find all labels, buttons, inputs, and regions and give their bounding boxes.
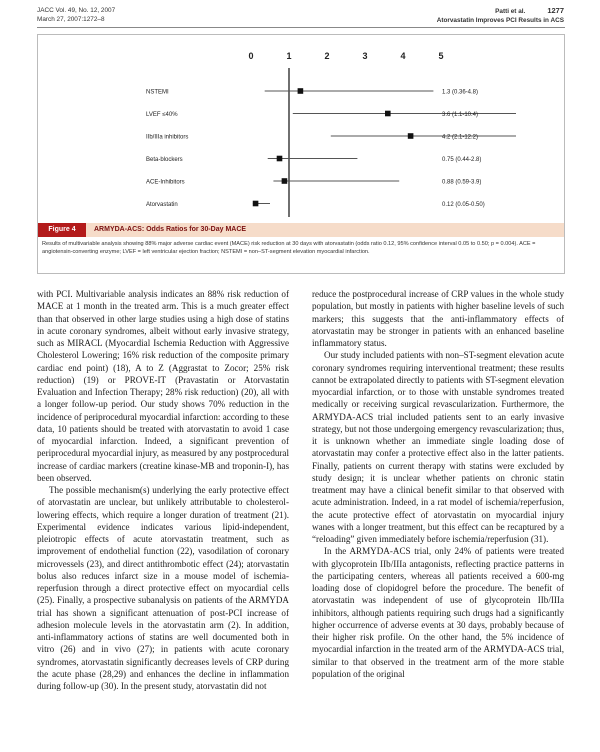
header-rule [37,27,565,28]
x-tick-label: 3 [362,51,368,61]
page-number: 1277 [547,6,564,15]
journal-date: March 27, 2007:1272–8 [37,16,105,23]
paragraph: Our study included patients with non–ST-segment elevation acute coronary syndromes requiring interventional treatment; these results cannot be extrapolated directly to patients with ST-segment elevation myocardial infarction, or to those with unstable syndromes treated medically or receiving surgical revascularization. Furthermore, the ARMYDA-ACS trial included patients sent to an early invasive strategy, but not those undergoing emergency revascularization; thus, it is unknown whether an immediate single loading dose of atorvastatin may confer a protective effect also in the latter patients. Finally, patients on current therapy with statins were excluded by study design; it is unclear whether patients on chronic statin treatment may have a clinical benefit similar to that observed with acute administration. Indeed, in a rat model of ischemia/reperfusion, the acute protective effect of atorvastatin on myocardial injury wanes with a longer treatment, but this effect can be recaptured by a “reloading” given immediately before ischemia/reperfusion (31). [312,350,564,544]
row-label: NSTEMI [146,89,169,96]
point-estimate [385,111,391,117]
row-label: ACE-Inhibitors [146,179,185,186]
body-column-left [37,288,289,692]
point-estimate [298,88,304,94]
point-estimate [253,201,259,207]
paragraph: In the ARMYDA-ACS trial, only 24% of patients were treated with glycoprotein IIb/IIIa antagonists, reflecting practice patterns in the participating centers, whereas all patients received a 600-mg loading dose of clopidogrel before the procedure. The benefit of atorvastatin was independent of use of glycoprotein IIb/IIIa inhibitors, although patients requiring such drugs had a significantly higher occurrence of adverse events at 30 days, probably because of their higher risk profile. On the other hand, the 5% incidence of myocardial infarction in the treated arm of the ARMYDA-ACS trial, similar to that observed in the treatment arm of the more stable population of the original [312,546,564,679]
row-value: 0.12 (0.05-0.50) [442,202,485,208]
x-tick-label: 2 [324,51,330,61]
x-tick-label: 4 [400,51,406,61]
journal-volume: JACC Vol. 49, No. 12, 2007 [37,7,116,14]
header-short-title: Atorvastatin Improves PCI Results in ACS [436,17,564,24]
paragraph: The possible mechanism(s) underlying the early protective effect of atorvastatin are unclear, but unlikely attributable to cholesterol-lowering effects, which require a longer duration of treatment (21). Experimental evidence indicates various lipid-independent, pleiotropic effects of acute atorvastatin treatment, such as improvement of endothelial function (22), vasodilation of coronary microvessels (23), and direct antithrombotic effect (24); atorvastatin bolus also reduces infarct size in a mouse model of ischemia-reperfusion through a direct protective effect on myocardial cells (25). Finally, a prospective subanalysis on patients of the ARMYDA trial has shown a significant attenuation of post-PCI increase of adhesion molecule levels in the atorvastatin arm (2). In addition, anti-inflammatory actions of statins are well documented both in vitro (26) and in vivo (27); in patients with acute coronary syndromes, atorvastatin significantly decreases levels of CRP during the acute phase (28,29) and enhances the decline in inflammation during follow-up (30). In the present study, atorvastatin did not [37,485,289,691]
paragraph: with PCI. Multivariable analysis indicates an 88% risk reduction of MACE at 1 month in the treated arm. This is a much greater effect than that observed in other large studies using a high dose of statins in acute coronary syndromes, albeit without early invasive strategy, such as MIRACL (Myocardial Ischemia Reduction with Aggressive Cholesterol Lowering; 16% risk reduction of the composite primary cardiac end point) (18), A to Z (Aggrastat to Zocor; 25% risk reduction) (19) or PROVE-IT (Pravastatin or Atorvastatin Evaluation and Infection Therapy; 28% risk reduction) (20), all with a longer follow-up period. Our study shows 70% reduction in the incidence of periprocedural myocardial infarction: according to these data, 10 patients should be treated with atorvastatin to avoid 1 case of myocardial infarction. Indeed, a significant prevention of periprocedural myocardial injury, as measured by any postprocedural increase of cardiac markers (creatine kinase-MB and troponin-I), has been observed. [37,289,289,483]
figure-tag: Figure 4 [38,223,86,237]
row-value: 4.2 (2.1-12.2) [442,134,479,141]
x-tick-label: 0 [248,51,254,61]
figure-title: ARMYDA-ACS: Odds Ratios for 30-Day MACE [94,226,247,233]
row-label: Beta-blockers [146,157,183,163]
figure-legend: Results of multivariable analysis showing 88% major adverse cardiac event (MACE) risk reduction at 30 days with atorvastatin (odds ratio 0.12, 95% confidence interval 0.05 to 0.50; p = 0.004). ACE = angiotensin-converting enzyme; LVEF = left ventricular ejection fraction; NSTEMI = non–ST-segment elevation myocardial infarction. [42,241,536,256]
row-label: Atorvastatin [146,202,178,208]
row-value: 0.88 (0.59-3.9) [442,179,482,186]
row-label: LVEF ≤40% [146,112,178,118]
point-estimate [277,156,283,162]
running-header-right [437,6,564,25]
point-estimate [282,178,288,184]
x-tick-label: 1 [286,51,292,61]
running-header-left [37,6,115,24]
paragraph: reduce the postprocedural increase of CRP values in the whole study population, but mostly in patients with higher baseline levels of such markers; this suggests that the anti-inflammatory effects of atorvastatin may be stronger in patients with an enhanced baseline inflammatory status. [312,289,564,348]
x-tick-label: 5 [438,51,444,61]
row-value: 1.3 (0.36-4.8) [442,89,479,96]
figure-caption-bar [38,223,564,237]
header-authors: Patti et al. [495,8,526,15]
row-label: IIb/IIIa inhibitors [146,134,189,141]
forest-plot [38,35,564,220]
row-value: 3.6 (1.1-10.4) [442,112,479,118]
figure-4 [37,34,565,274]
point-estimate [408,133,414,139]
body-column-right [312,288,564,680]
row-value: 0.75 (0.44-2.8) [442,157,482,163]
forest-plot-svg [38,35,564,220]
